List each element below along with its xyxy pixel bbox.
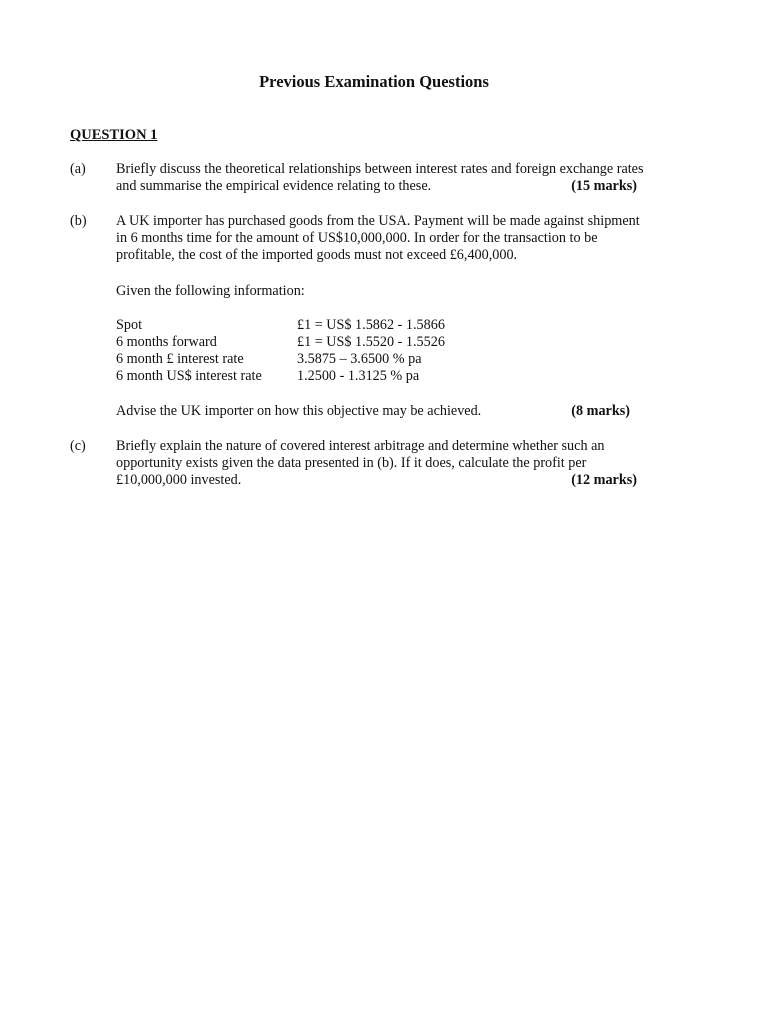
part-b-body bbox=[116, 213, 676, 419]
rates-row-forward bbox=[116, 334, 445, 351]
part-a-line-2-row bbox=[116, 178, 637, 195]
rate-label: 6 month US$ interest rate bbox=[116, 368, 262, 384]
page-title: Previous Examination Questions bbox=[259, 72, 489, 91]
rates-row-gbp-interest bbox=[116, 351, 445, 368]
question-heading: QUESTION 1 bbox=[70, 127, 158, 143]
part-b-line-2: in 6 months time for the amount of US$10,000,000. In order for the transaction to be bbox=[116, 230, 598, 246]
part-c-body bbox=[116, 438, 676, 489]
part-c-line-1: Briefly explain the nature of covered interest arbitrage and determine whether such an bbox=[116, 438, 605, 454]
part-a-marks: (15 marks) bbox=[571, 178, 637, 194]
rate-label: Spot bbox=[116, 317, 143, 333]
rate-label: 6 months forward bbox=[116, 334, 217, 350]
part-a-body bbox=[116, 161, 676, 195]
rate-label: 6 month £ interest rate bbox=[116, 351, 244, 367]
rates-row-spot bbox=[116, 317, 445, 334]
part-b-line-1: A UK importer has purchased goods from the USA. Payment will be made against shipment bbox=[116, 213, 640, 229]
part-c-label: (c) bbox=[70, 438, 86, 454]
part-b-line-3: profitable, the cost of the imported goods must not exceed £6,400,000. bbox=[116, 247, 518, 263]
rates-row-usd-interest bbox=[116, 368, 445, 385]
part-c-line-3: £10,000,000 invested. bbox=[116, 472, 242, 488]
part-a-line-1: Briefly discuss the theoretical relationships between interest rates and foreign exchange rates bbox=[116, 161, 644, 177]
part-c-line-2: opportunity exists given the data presented in (b). If it does, calculate the profit per bbox=[116, 455, 587, 471]
part-b-label: (b) bbox=[70, 213, 87, 229]
part-c-line-3-row bbox=[116, 472, 637, 489]
rate-value: 3.5875 – 3.6500 % pa bbox=[297, 351, 422, 367]
part-b-advise-text: Advise the UK importer on how this objective may be achieved. bbox=[116, 403, 482, 419]
rate-value: £1 = US$ 1.5520 - 1.5526 bbox=[297, 334, 445, 350]
part-c-marks: (12 marks) bbox=[571, 472, 637, 488]
part-a-label: (a) bbox=[70, 161, 86, 177]
exchange-rates-table bbox=[116, 317, 445, 385]
rate-value: £1 = US$ 1.5862 - 1.5866 bbox=[297, 317, 445, 333]
rate-value: 1.2500 - 1.3125 % pa bbox=[297, 368, 420, 384]
part-b-marks: (8 marks) bbox=[571, 403, 630, 419]
part-a-line-2: and summarise the empirical evidence relating to these. bbox=[116, 178, 432, 194]
part-b-given-text: Given the following information: bbox=[116, 283, 305, 299]
part-b-advise-row bbox=[116, 403, 630, 420]
